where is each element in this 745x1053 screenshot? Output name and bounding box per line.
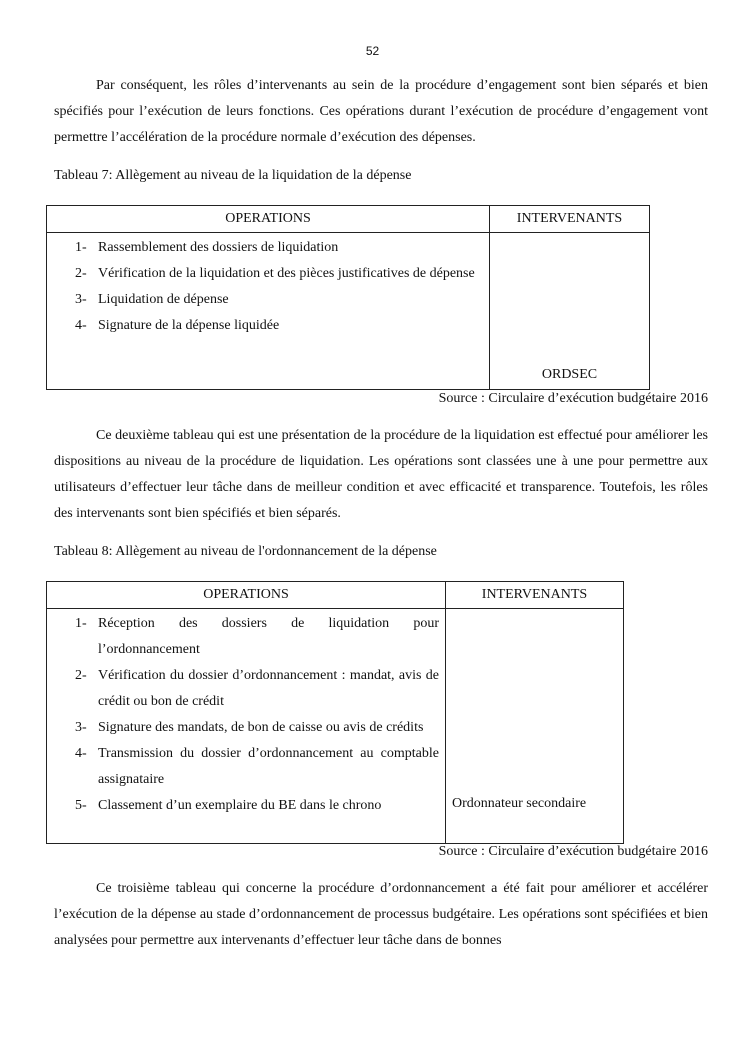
- table7-intervenant: ORDSEC: [541, 367, 598, 382]
- table7: [46, 205, 650, 390]
- list-item-number: 2-: [75, 266, 87, 281]
- table8-intervenant: Ordonnateur secondaire: [452, 796, 587, 811]
- table8: [46, 581, 624, 844]
- table8-source: Source : Circulaire d’exécution budgétaire 2016: [438, 844, 708, 859]
- paragraph-3: Ce troisième tableau qui concerne la procédure d’ordonnancement a été fait pour améliorer et accélérer l’exécution de la dépense au stade d’ordonnancement de processus budgétaire. Les opérations sont spécifiées et bien analysées pour permettre aux intervenants d’effectuer leur tâche dans de bonnes: [54, 881, 708, 948]
- list-item-number: 5-: [75, 798, 87, 813]
- table7-source: Source : Circulaire d’exécution budgétaire 2016: [438, 391, 708, 406]
- list-item-text: Signature des mandats, de bon de caisse ou avis de crédits: [98, 720, 424, 735]
- list-item: [47, 793, 445, 819]
- paragraph-1: Par conséquent, les rôles d’intervenants au sein de la procédure d’engagement sont bien séparés et bien spécifiés pour l’exécution de leurs fonctions. Ces opérations durant l’exécution de procédure d’engagement vont permettre l’accélération de la procédure normale d’exécution des dépenses.: [54, 78, 708, 145]
- table8-operations-cell: [47, 609, 446, 844]
- table8-caption: Tableau 8: Allègement au niveau de l'ordonnancement de la dépense: [54, 544, 437, 559]
- list-item-number: 2-: [75, 668, 87, 683]
- table8-header-row: [47, 582, 624, 609]
- table7-operations-list: [47, 235, 489, 339]
- list-item-number: 1-: [75, 616, 87, 631]
- list-item-number: 3-: [75, 720, 87, 735]
- table7-intervenants-cell: [490, 233, 650, 390]
- list-item-text: Vérification du dossier d’ordonnancement : mandat, avis de crédit ou bon de crédit: [98, 668, 439, 709]
- list-item: [47, 287, 489, 313]
- table7-header-intervenants: INTERVENANTS: [490, 206, 650, 233]
- list-item: [47, 235, 489, 261]
- table7-header-operations: OPERATIONS: [47, 206, 490, 233]
- list-item: [47, 611, 445, 663]
- list-item: [47, 741, 445, 793]
- table8-intervenants-cell: [446, 609, 624, 844]
- table7-caption: Tableau 7: Allègement au niveau de la liquidation de la dépense: [54, 168, 412, 183]
- table8-header-operations: OPERATIONS: [47, 582, 446, 609]
- table8-header-intervenants: INTERVENANTS: [446, 582, 624, 609]
- list-item-number: 3-: [75, 292, 87, 307]
- page-number: 52: [365, 44, 380, 58]
- list-item: [47, 715, 445, 741]
- list-item-number: 4-: [75, 746, 87, 761]
- list-item-number: 1-: [75, 240, 87, 255]
- list-item: [47, 261, 489, 287]
- list-item-text: Liquidation de dépense: [98, 292, 229, 307]
- table7-operations-cell: [47, 233, 490, 390]
- list-item-text: Signature de la dépense liquidée: [98, 318, 280, 333]
- paragraph-2: Ce deuxième tableau qui est une présentation de la procédure de la liquidation est effectué pour améliorer les dispositions au niveau de la procédure de liquidation. Les opérations sont classées une à une pour permettre aux utilisateurs d’effectuer leur tâche dans de meilleur condition et avec efficacité et transparence. Toutefois, les rôles des intervenants sont bien spécifiés et bien séparés.: [54, 428, 708, 521]
- table8-body-row: [47, 609, 624, 844]
- list-item: [47, 313, 489, 339]
- list-item: [47, 663, 445, 715]
- list-item-text: Transmission du dossier d’ordonnancement au comptable assignataire: [98, 746, 439, 787]
- table8-operations-list: [47, 611, 445, 819]
- list-item-text: Réception des dossiers de liquidation pour l’ordonnancement: [98, 616, 439, 657]
- list-item-text: Rassemblement des dossiers de liquidation: [98, 240, 339, 255]
- list-item-text: Vérification de la liquidation et des pièces justificatives de dépense: [98, 266, 475, 281]
- table7-header-row: [47, 206, 650, 233]
- table7-body-row: [47, 233, 650, 390]
- list-item-number: 4-: [75, 318, 87, 333]
- list-item-text: Classement d’un exemplaire du BE dans le chrono: [98, 798, 382, 813]
